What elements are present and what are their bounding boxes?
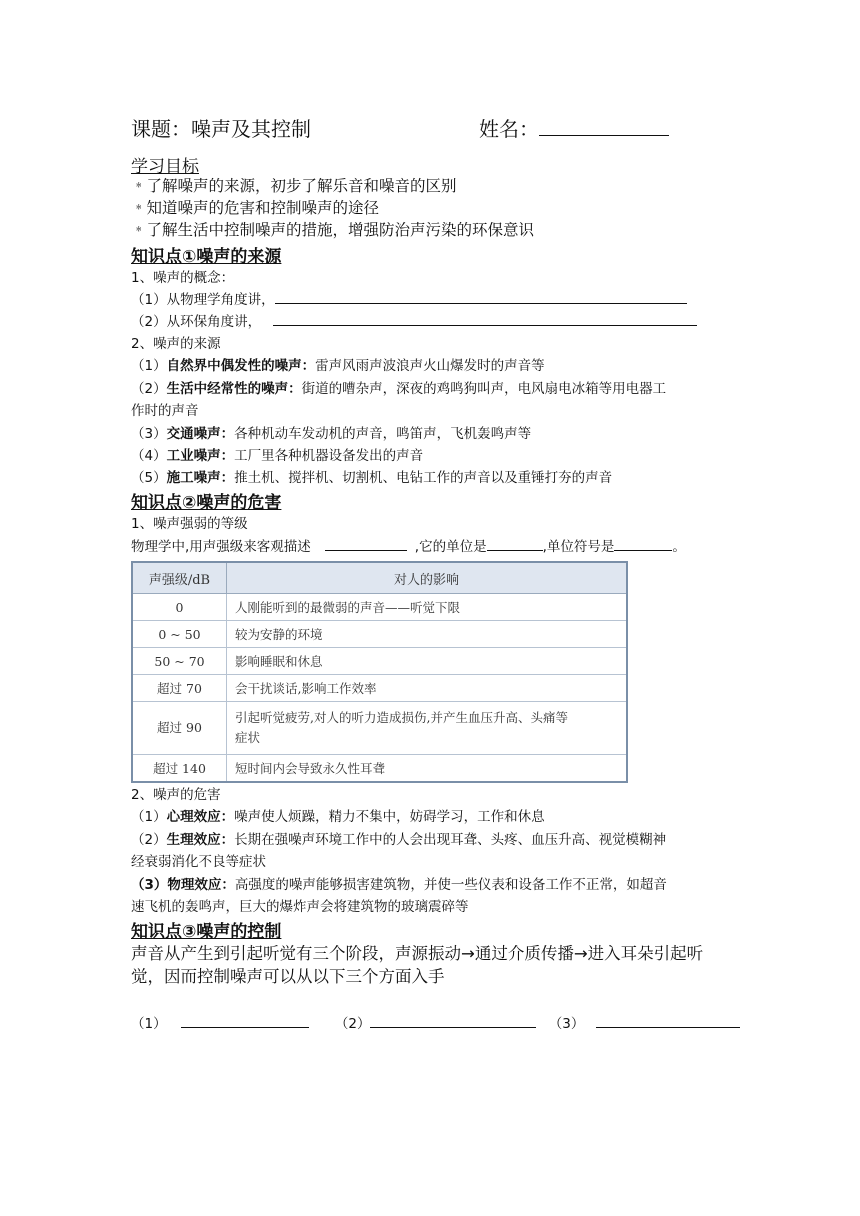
goal-item: ﹡知道噪声的危害和控制噪声的途径 xyxy=(131,199,380,217)
env-blank[interactable] xyxy=(273,311,697,326)
goals-heading: 学习目标 xyxy=(131,157,199,177)
table-cell: 0 ~ 50 xyxy=(132,621,227,648)
blank-num: （2） xyxy=(334,1016,371,1032)
name-label: 姓名： xyxy=(479,117,539,141)
source-item-cont: 作时的声音 xyxy=(131,403,199,419)
concept-title: 1、噪声的概念： xyxy=(131,270,235,286)
table-cell: 会干扰谈话,影响工作效率 xyxy=(227,675,628,702)
level-blank-3[interactable] xyxy=(614,536,672,551)
table-row xyxy=(132,675,627,702)
concept-physics-label: （1）从物理学角度讲， xyxy=(131,292,275,308)
table-cell: 0 xyxy=(132,594,227,621)
name-field xyxy=(479,113,669,142)
table-header: 对人的影响 xyxy=(227,562,628,594)
table-header: 声强级/dB xyxy=(132,562,227,594)
control-blank-1[interactable] xyxy=(181,1013,309,1028)
table-cell: 超过 70 xyxy=(132,675,227,702)
kp3-heading: 知识点③噪声的控制 xyxy=(131,922,282,942)
harm-item-cont: 速飞机的轰鸣声，巨大的爆炸声会将建筑物的玻璃震碎等 xyxy=(131,899,469,915)
table-row xyxy=(132,621,627,648)
goal-item: ﹡了解生活中控制噪声的措施，增强防治声污染的环保意识 xyxy=(131,221,535,239)
table-row xyxy=(132,648,627,675)
source-item: （1）自然界中偶发性的噪声：雷声风雨声波浪声火山爆发时的声音等 xyxy=(131,358,545,374)
source-title: 2、噪声的来源 xyxy=(131,336,221,352)
blank-num: （3） xyxy=(548,1016,585,1032)
kp1-heading: 知识点①噪声的来源 xyxy=(131,247,282,267)
title-row xyxy=(131,113,539,142)
table-header-row xyxy=(132,562,627,594)
table-cell: 超过 90 xyxy=(132,702,227,755)
kp3-text: 觉，因而控制噪声可以从以下三个方面入手 xyxy=(131,967,445,986)
concept-env xyxy=(131,310,697,330)
table-cell: 超过 140 xyxy=(132,755,227,783)
harm-title: 2、噪声的危害 xyxy=(131,787,221,803)
table-row xyxy=(132,702,627,755)
kp2-heading: 知识点②噪声的危害 xyxy=(131,493,282,513)
kp3-text: 声音从产生到引起听觉有三个阶段，声源振动→通过介质传播→进入耳朵引起听 xyxy=(131,944,704,963)
table-cell: 影响睡眠和休息 xyxy=(227,648,628,675)
table-row xyxy=(132,594,627,621)
noise-level-table xyxy=(131,561,628,783)
source-item: （5）施工噪声：推土机、搅拌机、切割机、电钻工作的声音以及重锤打夯的声音 xyxy=(131,470,613,486)
goal-item: ﹡了解噪声的来源，初步了解乐音和噪音的区别 xyxy=(131,177,457,195)
harm-item: （1）心理效应：噪声使人烦躁，精力不集中，妨碍学习，工作和休息 xyxy=(131,809,545,825)
source-item: （3）交通噪声：各种机动车发动机的声音，鸣笛声，飞机轰鸣声等 xyxy=(131,426,532,442)
physics-blank[interactable] xyxy=(275,289,687,304)
level-fill-sentence: 物理学中,用声强级来客观描述 ,它的单位是 ,单位符号是 。 xyxy=(131,535,686,555)
blank-num: （1） xyxy=(131,1016,167,1032)
level-blank-2[interactable] xyxy=(487,536,543,551)
table-cell: 50 ~ 70 xyxy=(132,648,227,675)
harm-item: （3）物理效应：高强度的噪声能够损害建筑物，并使一些仪表和设备工作不正常，如超音 xyxy=(131,877,667,893)
table-cell: 短时间内会导致永久性耳聋 xyxy=(227,755,628,783)
source-item: （4）工业噪声：工厂里各种机器设备发出的声音 xyxy=(131,448,424,464)
lesson-title: 课题：噪声及其控制 xyxy=(131,117,311,141)
control-blanks xyxy=(131,1012,740,1032)
control-blank-2[interactable] xyxy=(370,1013,536,1028)
table-cell: 引起听觉疲劳,对人的听力造成损伤,并产生血压升高、头痛等 症状 xyxy=(227,702,628,755)
name-blank[interactable] xyxy=(539,115,669,136)
level-blank-1[interactable] xyxy=(325,536,407,551)
harm-item: （2）生理效应：长期在强噪声环境工作中的人会出现耳聋、头疼、血压升高、视觉模糊神 xyxy=(131,832,667,848)
table-cell: 人刚能听到的最微弱的声音——听觉下限 xyxy=(227,594,628,621)
concept-physics xyxy=(131,288,687,308)
table-cell: 较为安静的环境 xyxy=(227,621,628,648)
harm-item-cont: 经衰弱消化不良等症状 xyxy=(131,854,266,870)
table-row xyxy=(132,755,627,783)
level-title: 1、噪声强弱的等级 xyxy=(131,516,248,532)
concept-env-label: （2）从环保角度讲， xyxy=(131,314,262,330)
source-item: （2）生活中经常性的噪声：街道的嘈杂声，深夜的鸡鸣狗叫声，电风扇电冰箱等用电器工 xyxy=(131,381,667,397)
control-blank-3[interactable] xyxy=(596,1013,740,1028)
